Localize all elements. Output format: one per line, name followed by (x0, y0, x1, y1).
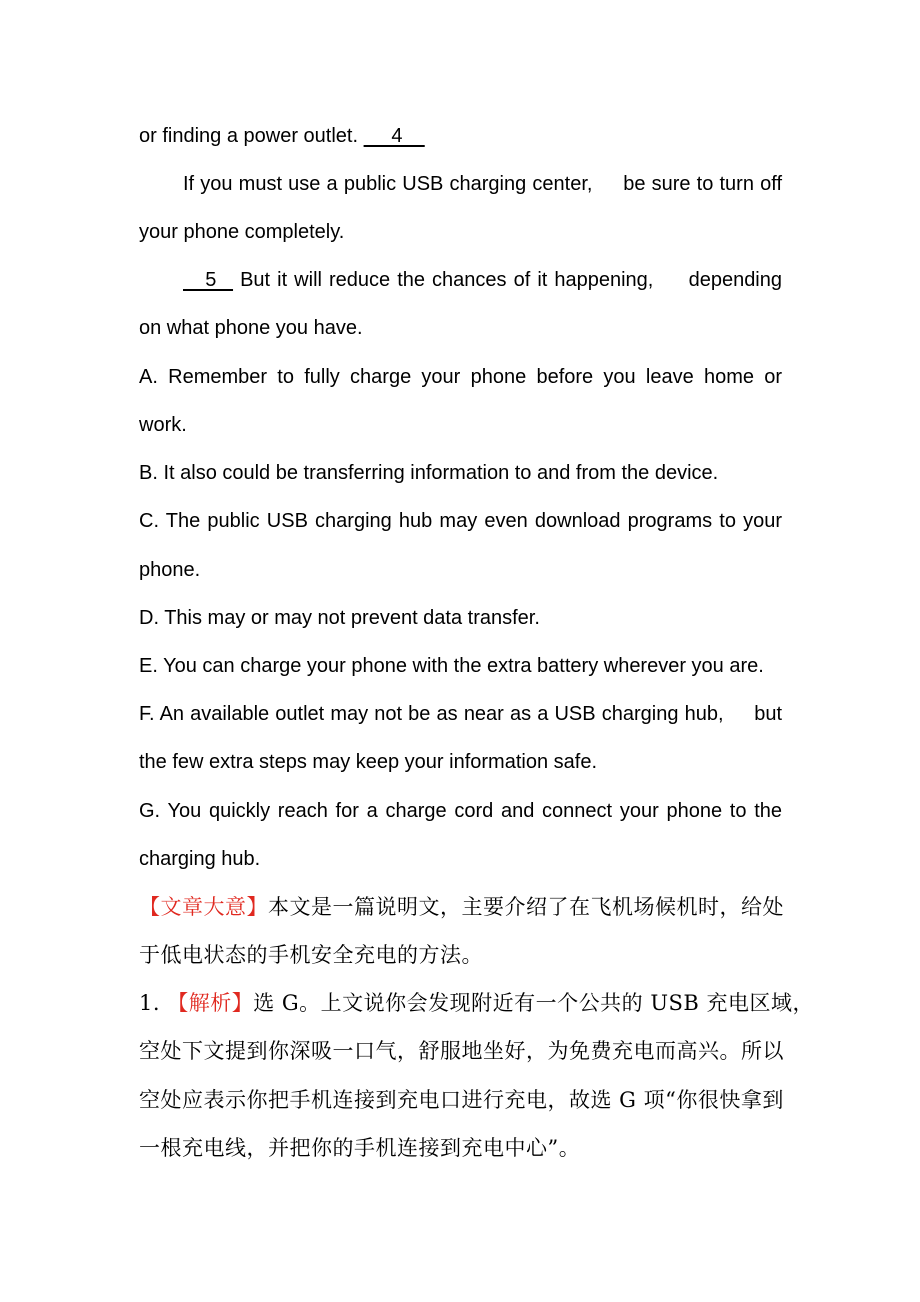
option-c-cont: phone. (139, 559, 201, 581)
analysis-line-4: 一根充电线，并把你的手机连接到充电中心”。 (139, 1136, 581, 1160)
blank-4: 4 (363, 125, 425, 147)
summary-label: 【文章大意】 (139, 895, 268, 919)
summary-text: 本文是一篇说明文，主要介绍了在飞机场候机时，给处 (268, 895, 784, 919)
analysis-label: 【解析】 (167, 991, 254, 1015)
option-c: C. The public USB charging hub may even download programs to your (139, 510, 782, 532)
analysis-text: 选 G。上文说你会发现附近有一个公共的 USB 充电区域， (253, 991, 815, 1015)
option-g-cont: charging hub. (139, 848, 261, 870)
analysis-number: 1. (139, 991, 168, 1015)
passage-para-public-usb-cont: your phone completely. (139, 221, 345, 243)
analysis-line (139, 987, 815, 1019)
analysis-line-3: 空处应表示你把手机连接到充电口进行充电，故选 G 项“你很快拿到 (139, 1088, 784, 1112)
option-a: A. Remember to fully charge your phone before you leave home or (139, 366, 782, 388)
passage-para-reduce-cont: on what phone you have. (139, 317, 363, 339)
option-e: E. You can charge your phone with the extra battery wherever you are. (139, 655, 764, 677)
passage-line-outlet (139, 120, 782, 152)
passage-para-reduce (183, 264, 782, 296)
summary-line-cont: 于低电状态的手机安全充电的方法。 (139, 943, 483, 967)
analysis-line-2: 空处下文提到你深吸一口气，舒服地坐好，为免费充电而高兴。所以 (139, 1039, 784, 1063)
passage-para-public-usb: If you must use a public USB charging center, be sure to turn off (183, 173, 782, 195)
option-a-cont: work. (139, 414, 187, 436)
blank-5: 5 (183, 269, 234, 291)
option-b: B. It also could be transferring information to and from the device. (139, 462, 719, 484)
option-g: G. You quickly reach for a charge cord and connect your phone to the (139, 800, 782, 822)
summary-line (139, 891, 782, 923)
option-f-cont: the few extra steps may keep your information safe. (139, 751, 597, 773)
passage-text: But it will reduce the chances of it happening, depending (233, 269, 782, 291)
passage-text: or finding a power outlet. (139, 125, 364, 147)
option-f: F. An available outlet may not be as near as a USB charging hub, but (139, 703, 782, 725)
option-d: D. This may or may not prevent data transfer. (139, 607, 540, 629)
